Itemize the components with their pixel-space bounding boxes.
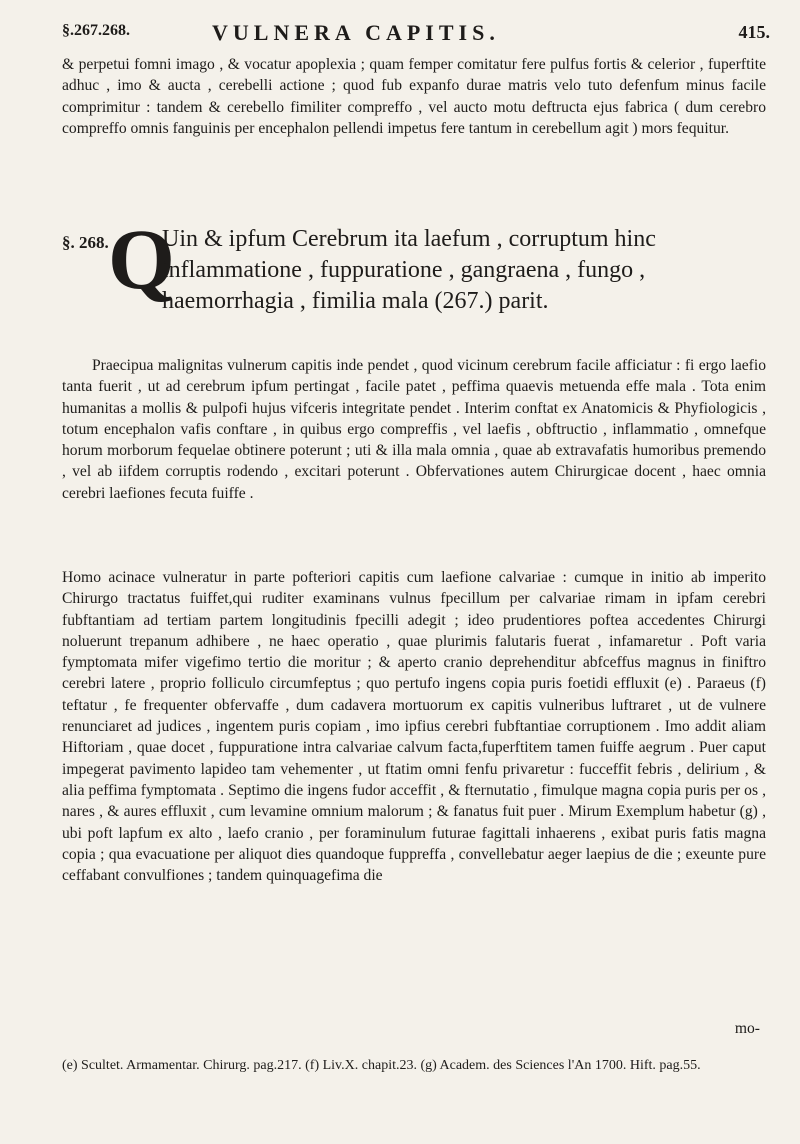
header-section-range: §.267.268.	[62, 22, 130, 39]
footnotes: (e) Scultet. Armamentar. Chirurg. pag.217. (f) Liv.X. chapit.23. (g) Academ. des Sciences l'An 1700. Hift. pag.55.	[62, 1058, 701, 1073]
page-number: 415.	[738, 22, 770, 42]
drop-capital: Q	[108, 211, 175, 307]
section-lead-text: Uin & ipfum Cerebrum ita laefum , corruptum hinc inflammatione , fuppuratione , gangraena , fungo , haemorrhagia , fimilia mala (267.) parit.	[162, 226, 656, 314]
header-title: VULNERA CAPITIS.	[212, 20, 500, 45]
catchword: mo-	[734, 1020, 760, 1037]
section-number: §. 268.	[62, 233, 109, 252]
paragraph-continuation: & perpetui fomni imago , & vocatur apoplexia ; quam femper comitatur fere pulfus fortis & celerior , fuperftite adhuc , imo & aucta , cerebelli actione ; quod fub expanfo durae matris velo tuto defenfum minus facile comprimitur : tandem & cerebello fimiliter compreffo , vel aucto motu deftructa ejus fabrica ( dum cerebro compreffo omnis fanguinis per encephalon pellendi impetus fere tantum in cerebellum agit ) mors fequitur.	[62, 56, 766, 137]
case-histories-paragraph: Homo acinace vulneratur in parte pofteriori capitis cum laefione calvariae : cumque in initio ab imperito Chirurgo tractatus fuiffet,qui ruditer examinans vulnus fpecillum per calvariae rimam in ipfam cerebri fubftantiam ad tertiam partem longitudinis fpecilli adegit ; ideo prudentiores poftea accedentes Chirurgi noluerunt trepanum adhibere , ne haec operatio , quae plurimis falutaris fuerat , infamaretur . Poft varia fymptomata mifer vigefimo tertio die moritur ; & aperto cranio deprehenditur abfceffus magnus in finiftro cerebri latere , proprio folliculo circumfeptus ; quo pertufo ingens copia puris foetidi effluxit (e) . Paraeus (f) teftatur , fe frequenter obfervaffe , dum cadavera mortuorum ex capitis vulneribus luftraret , ut de vulnere renunciaret ad judices , ingentem puris copiam , imo ipfius cerebri fubftantiae corruptionem . Imo addit aliam Hiftoriam , quae docet , fuppuratione intra calvariae calvum facta,fuperftitem tamen fuiffe aegrum . Puer caput impegerat pavimento lapideo tam vehementer , ut ftatim omni fenfu privaretur : fucceffit febris , delirium , & alia peffima fymptomata . Septimo die ingens fudor acceffit , & fternutatio , fimulque magna copia puris per os , nares , & aures effluxit , cum levamine omnium malorum ; & fanatus fuit puer . Mirum Exemplum habetur (g) , ubi poft lapfum ex alto , laefo cranio , per foraminulum futurae fagittali inhaerens , exibat puris fatis magna copia ; qua evacuatione per aliquot dies quandoque fuppreffa , convellebatur aeger laepius de die ; exeunte pure ceffabant convulfiones ; tandem quinquagefima die	[62, 569, 766, 885]
commentary-paragraph: Praecipua malignitas vulnerum capitis inde pendet , quod vicinum cerebrum facile afficiatur : fi ergo laefio tanta fuerit , ut ad cerebrum ipfum pertingat , facile patet , peffima quaevis metuenda effe mala . Tota enim humanitas a mollis & pulpofi hujus vifceris integritate pendet . Interim conftat ex Anatomicis & Phyfiologicis , totum encephalon vafis conftare , in quibus ergo compreffis , vel laefis , obftructio , inflammatio , omnefque horum morborum fequelae obtinere poterunt ; uti & illa mala omnia , quae ab extravafatis humoribus premendo , vel ab iifdem corruptis rodendo , excitari poterunt . Obfervationes autem Chirurgicae docent , haec omnia cerebri laefiones fecuta fuiffe .	[62, 357, 766, 502]
